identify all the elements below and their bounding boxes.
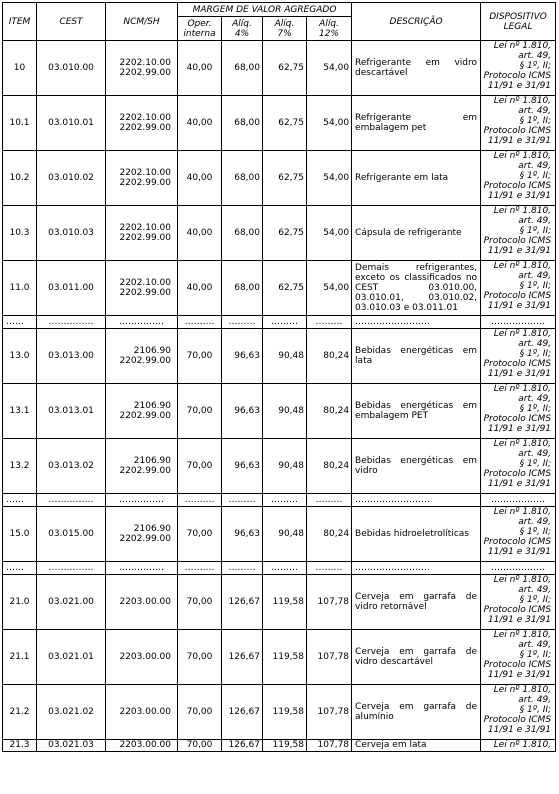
legal-line: art. 49, [518,585,552,595]
legal-line: 11/91 e 31/91 [487,246,552,256]
cest-cell: 03.010.00 [37,41,106,96]
descricao-cell: Bebidas energéticas em embalagem PET [352,384,481,439]
aliq-4-cell: 126,67 [222,575,263,630]
descricao-cell: Cerveja em garrafa de vidro retornável [352,575,481,630]
legal-line: § 1º, II; [519,116,552,126]
descricao-cell: Cerveja em lata [352,740,481,752]
oper-interna-cell: 70,00 [178,630,222,685]
ncm-code: 2202.99.00 [119,356,171,366]
ellipsis-row [3,562,556,575]
legal-line: Lei nº 1.810, [493,41,552,51]
legal-line: art. 49, [518,51,552,61]
cest-cell: 03.021.00 [37,575,106,630]
aliq-4-cell: 68,00 [222,151,263,206]
dispositivo-legal-cell [481,685,556,740]
oper-interna-cell: 70,00 [178,384,222,439]
oper-interna-cell: 40,00 [178,41,222,96]
legal-line: Lei nº 1.810, [493,329,552,339]
legal-line: Protocolo ICMS [483,414,552,424]
legal-line: 11/91 e 31/91 [487,725,552,735]
ellipsis-cell: ……………… [481,316,556,329]
ncm-cell [106,384,178,439]
legal-line: art. 49, [518,640,552,650]
legal-line: 11/91 e 31/91 [487,670,552,680]
aliq-4-cell: 96,63 [222,329,263,384]
ncm-code: 2202.10.00 [119,113,171,123]
header-aliq-4 [222,17,263,41]
legal-line: art. 49, [518,161,552,171]
cest-cell: 03.011.00 [37,261,106,316]
cest-cell: 03.021.02 [37,685,106,740]
ncm-code: 2202.99.00 [119,534,171,544]
ellipsis-cell: ……… [222,494,263,507]
aliq-4-cell: 126,67 [222,630,263,685]
legal-line: Protocolo ICMS [483,359,552,369]
ellipsis-cell: ……………… [481,494,556,507]
aliq-7-cell: 90,48 [263,507,307,562]
legal-line: § 1º, II; [519,281,552,291]
legal-line: Lei nº 1.810, [493,630,552,640]
oper-interna-cell: 40,00 [178,206,222,261]
aliq-4-cell: 68,00 [222,261,263,316]
descricao-cell: Bebidas hidroeletrolíticas [352,507,481,562]
ncm-code: 2202.99.00 [119,233,171,243]
aliq-12-cell: 80,24 [307,384,352,439]
legal-line: art. 49, [518,271,552,281]
ncm-cell [106,575,178,630]
dispositivo-legal-cell [481,206,556,261]
cest-cell: 03.013.02 [37,439,106,494]
oper-interna-cell: 70,00 [178,575,222,630]
ellipsis-cell: ………. [178,316,222,329]
descricao-cell: Refrigerante em vidro descartável [352,41,481,96]
header-ncm: NCM/SH [106,3,178,41]
aliq-12-cell: 54,00 [307,96,352,151]
legal-line: art. 49, [518,517,552,527]
header-descricao: DESCRIÇÃO [352,3,481,41]
item-cell: 21.2 [3,685,37,740]
ellipsis-cell: …………… [106,316,178,329]
dispositivo-legal-cell [481,261,556,316]
ncm-cell [106,439,178,494]
dispositivo-legal-cell [481,507,556,562]
dispositivo-legal-cell [481,151,556,206]
table-row [3,384,556,439]
item-cell: 13.1 [3,384,37,439]
dispositivo-legal-cell [481,41,556,96]
table-row [3,630,556,685]
ellipsis-cell: ……… [307,494,352,507]
table-row [3,740,556,752]
aliq-12-cell: 107,78 [307,575,352,630]
ncm-cell [106,740,178,752]
ellipsis-row [3,316,556,329]
legal-line: § 1º, II; [519,404,552,414]
header-cest: CEST [37,3,106,41]
aliq-12-cell: 80,24 [307,329,352,384]
dispositivo-legal-cell [481,96,556,151]
ellipsis-cell: ……………………. [352,316,481,329]
item-cell: 21.1 [3,630,37,685]
ncm-code: 2106.90 [133,456,171,466]
legal-line: Lei nº 1.810, [493,439,552,449]
ncm-code: 2202.10.00 [119,278,171,288]
aliq-7-cell: 90,48 [263,439,307,494]
table-body [3,41,556,752]
legal-line: art. 49, [518,695,552,705]
legal-line: § 1º, II; [519,61,552,71]
legal-line: § 1º, II; [519,459,552,469]
ncm-cell [106,96,178,151]
header-oper-interna [178,17,222,41]
ncm-cell [106,507,178,562]
table-row [3,41,556,96]
legal-line: Lei nº 1.810, [493,685,552,695]
legal-line: 11/91 e 31/91 [487,369,552,379]
descricao-cell: Refrigerante em lata [352,151,481,206]
aliq-12-cell: 107,78 [307,740,352,752]
ellipsis-cell: ……… [263,494,307,507]
table-row [3,685,556,740]
oper-interna-cell: 70,00 [178,685,222,740]
ncm-code: 2203.00.00 [119,597,171,607]
item-cell: 15.0 [3,507,37,562]
ellipsis-cell: …… [3,494,37,507]
dispositivo-legal-cell [481,329,556,384]
cest-cell: 03.021.03 [37,740,106,752]
aliq-7-cell: 62,75 [263,261,307,316]
legal-line: Lei nº 1.810, [493,151,552,161]
legal-line: § 1º, II; [519,349,552,359]
legal-line: 11/91 e 31/91 [487,136,552,146]
ncm-code: 2202.10.00 [119,168,171,178]
legal-line: Protocolo ICMS [483,71,552,81]
aliq-7-cell: 90,48 [263,329,307,384]
header-aliq7-line-2: 7% [277,28,292,39]
aliq-4-cell: 96,63 [222,507,263,562]
aliq-7-cell: 119,58 [263,685,307,740]
aliq-7-cell: 62,75 [263,206,307,261]
header-dispositivo [481,3,556,41]
ellipsis-row [3,494,556,507]
ellipsis-cell: …………… [37,316,106,329]
legal-line: 11/91 e 31/91 [487,547,552,557]
legal-line: Lei nº 1.810, [493,740,552,750]
legal-line: 11/91 e 31/91 [487,479,552,489]
ellipsis-cell: ……… [307,316,352,329]
legal-line: Lei nº 1.810, [493,261,552,271]
aliq-4-cell: 96,63 [222,439,263,494]
ncm-code: 2202.10.00 [119,58,171,68]
aliq-12-cell: 107,78 [307,630,352,685]
descricao-cell: Demais refrigerantes, exceto os classificados no CEST 03.010.00, 03.010.01, 03.010.02, 03.010.03 e 03.011.01 [352,261,481,316]
dispositivo-legal-cell [481,630,556,685]
legal-line: 11/91 e 31/91 [487,301,552,311]
aliq-7-cell: 90,48 [263,384,307,439]
ncm-code: 2202.99.00 [119,466,171,476]
header-aliq12-line-2: 12% [319,28,340,39]
legal-line: § 1º, II; [519,650,552,660]
ncm-cell [106,329,178,384]
mva-table [2,2,556,752]
legal-line: Protocolo ICMS [483,291,552,301]
ncm-cell [106,630,178,685]
oper-interna-cell: 70,00 [178,740,222,752]
header-aliq7-line-1: Alíq. [274,18,295,29]
table-row [3,507,556,562]
descricao-cell: Bebidas energéticas em lata [352,329,481,384]
legal-line: § 1º, II; [519,171,552,181]
ellipsis-cell: …………… [106,562,178,575]
item-cell: 10.1 [3,96,37,151]
legal-line: Protocolo ICMS [483,605,552,615]
aliq-4-cell: 126,67 [222,740,263,752]
header-mva: MARGEM DE VALOR AGREGADO [178,3,352,17]
aliq-7-cell: 62,75 [263,151,307,206]
cest-cell: 03.010.02 [37,151,106,206]
ncm-code: 2106.90 [133,346,171,356]
oper-interna-cell: 70,00 [178,507,222,562]
legal-line: art. 49, [518,106,552,116]
cest-cell: 03.010.03 [37,206,106,261]
legal-line: Lei nº 1.810, [493,575,552,585]
cest-cell: 03.010.01 [37,96,106,151]
legal-line: 11/91 e 31/91 [487,615,552,625]
ncm-code: 2202.99.00 [119,178,171,188]
aliq-4-cell: 68,00 [222,96,263,151]
ellipsis-cell: …… [3,316,37,329]
aliq-4-cell: 126,67 [222,685,263,740]
header-aliq-12 [307,17,352,41]
ncm-code: 2106.90 [133,524,171,534]
header-oper-line-1: Oper. [187,18,212,29]
ellipsis-cell: ……………… [481,562,556,575]
ncm-cell [106,261,178,316]
oper-interna-cell: 70,00 [178,329,222,384]
table-row [3,96,556,151]
cest-cell: 03.013.00 [37,329,106,384]
ellipsis-cell: ………. [178,494,222,507]
legal-line: art. 49, [518,394,552,404]
ncm-code: 2202.10.00 [119,223,171,233]
legal-line: Protocolo ICMS [483,715,552,725]
aliq-12-cell: 54,00 [307,206,352,261]
header-item: ITEM [3,3,37,41]
item-cell: 10.3 [3,206,37,261]
ncm-cell [106,685,178,740]
aliq-12-cell: 54,00 [307,41,352,96]
aliq-12-cell: 80,24 [307,439,352,494]
header-aliq12-line-1: Alíq. [319,18,339,29]
ncm-code: 2203.00.00 [119,740,171,750]
legal-line: Protocolo ICMS [483,181,552,191]
aliq-7-cell: 119,58 [263,575,307,630]
item-cell: 10 [3,41,37,96]
cest-cell: 03.013.01 [37,384,106,439]
header-aliq-7 [263,17,307,41]
ncm-code: 2203.00.00 [119,707,171,717]
dispositivo-legal-cell [481,439,556,494]
aliq-12-cell: 54,00 [307,261,352,316]
oper-interna-cell: 40,00 [178,261,222,316]
legal-line: Protocolo ICMS [483,126,552,136]
table-row [3,206,556,261]
legal-line: § 1º, II; [519,226,552,236]
cest-cell: 03.021.01 [37,630,106,685]
item-cell: 13.2 [3,439,37,494]
legal-line: Lei nº 1.810, [493,206,552,216]
legal-line: art. 49, [518,339,552,349]
legal-line: Protocolo ICMS [483,660,552,670]
descricao-cell: Bebidas energéticas em vidro [352,439,481,494]
ncm-code: 2202.99.00 [119,68,171,78]
legal-line: 11/91 e 31/91 [487,191,552,201]
legal-line: art. 49, [518,449,552,459]
oper-interna-cell: 70,00 [178,439,222,494]
ellipsis-cell: …………… [37,494,106,507]
legal-line: Protocolo ICMS [483,236,552,246]
ncm-code: 2202.99.00 [119,123,171,133]
legal-line: Protocolo ICMS [483,469,552,479]
item-cell: 21.0 [3,575,37,630]
ellipsis-cell: …………… [37,562,106,575]
legal-line: § 1º, II; [519,595,552,605]
legal-line: Lei nº 1.810, [493,96,552,106]
table-row [3,151,556,206]
header-oper-line-2: interna [183,28,216,39]
aliq-4-cell: 68,00 [222,41,263,96]
aliq-12-cell: 107,78 [307,685,352,740]
table-row [3,261,556,316]
item-cell: 11.0 [3,261,37,316]
aliq-7-cell: 62,75 [263,96,307,151]
ellipsis-cell: …… [3,562,37,575]
descricao-cell: Cerveja em garrafa de alumínio [352,685,481,740]
dispositivo-legal-cell [481,575,556,630]
aliq-7-cell: 119,58 [263,630,307,685]
aliq-4-cell: 68,00 [222,206,263,261]
legal-line: 11/91 e 31/91 [487,424,552,434]
descricao-cell: Cápsula de refrigerante [352,206,481,261]
ncm-code: 2202.99.00 [119,288,171,298]
ellipsis-cell: ……… [263,316,307,329]
legal-line: § 1º, II; [519,527,552,537]
aliq-12-cell: 54,00 [307,151,352,206]
table-row [3,329,556,384]
legal-line: § 1º, II; [519,705,552,715]
legal-line: 11/91 e 31/91 [487,81,552,91]
aliq-12-cell: 80,24 [307,507,352,562]
ellipsis-cell: ……… [222,562,263,575]
ellipsis-cell: ……… [307,562,352,575]
ncm-cell [106,206,178,261]
header-aliq4-line-1: Alíq. [232,18,252,29]
legal-line: Lei nº 1.810, [493,507,552,517]
aliq-7-cell: 119,58 [263,740,307,752]
descricao-cell: Cerveja em garrafa de vidro descartável [352,630,481,685]
ellipsis-cell: ………. [178,562,222,575]
ncm-cell [106,151,178,206]
ellipsis-cell: ……… [263,562,307,575]
ellipsis-cell: ……… [222,316,263,329]
ellipsis-cell: …………… [106,494,178,507]
cest-cell: 03.015.00 [37,507,106,562]
dispositivo-legal-cell [481,384,556,439]
legal-line: art. 49, [518,216,552,226]
header-aliq4-line-2: 4% [234,28,250,39]
table-row [3,439,556,494]
item-cell: 10.2 [3,151,37,206]
item-cell: 13.0 [3,329,37,384]
ellipsis-cell: ……………………. [352,562,481,575]
item-cell: 21.3 [3,740,37,752]
ncm-code: 2106.90 [133,401,171,411]
header-dispositivo-line-1: DISPOSITIVO [489,11,547,22]
descricao-cell: Refrigerante em embalagem pet [352,96,481,151]
header-dispositivo-line-2: LEGAL [503,21,533,32]
ncm-code: 2203.00.00 [119,652,171,662]
ncm-code: 2202.99.00 [119,411,171,421]
oper-interna-cell: 40,00 [178,151,222,206]
legal-line: Protocolo ICMS [483,537,552,547]
legal-line: Lei nº 1.810, [493,384,552,394]
ellipsis-cell: ……………………. [352,494,481,507]
aliq-7-cell: 62,75 [263,41,307,96]
table-row [3,575,556,630]
aliq-4-cell: 96,63 [222,384,263,439]
oper-interna-cell: 40,00 [178,96,222,151]
dispositivo-legal-cell [481,740,556,752]
ncm-cell [106,41,178,96]
